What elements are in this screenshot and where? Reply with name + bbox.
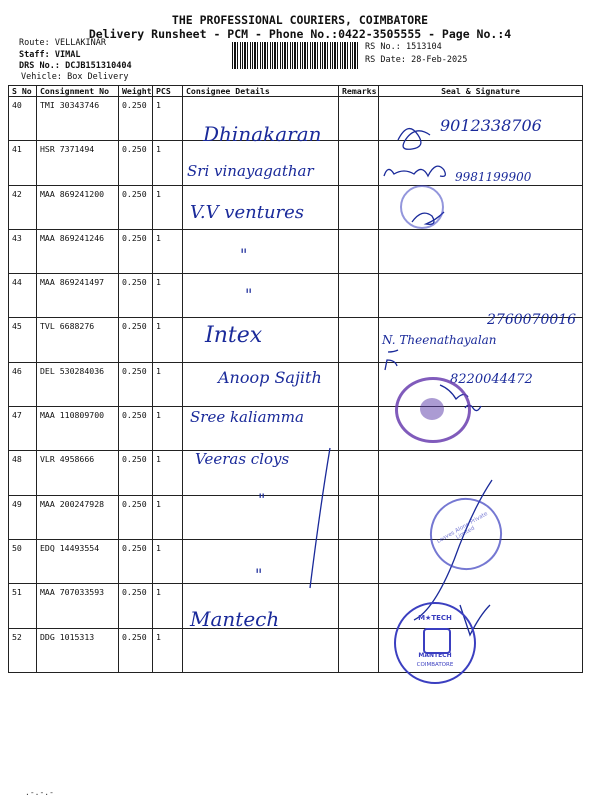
stamp-emblem-icon: [420, 398, 444, 420]
row-weight: 0.250: [119, 495, 153, 539]
row-consignment-no: MAA 707033593: [37, 584, 119, 628]
row-sno: 51: [9, 584, 37, 628]
row-consignment-no: DEL 530284036: [37, 362, 119, 406]
vehicle-value: Box Delivery: [67, 72, 129, 82]
row-sno: 49: [9, 495, 37, 539]
row-weight: 0.250: [119, 318, 153, 362]
tick-mark: [388, 350, 398, 352]
row-weight: 0.250: [119, 362, 153, 406]
leaves-alone-stamp-text: Leaves Alone Private Limited: [436, 510, 489, 545]
rs-date-value: 28-Feb-2025: [411, 55, 468, 65]
row-consignment-no: DDG 1015313: [37, 628, 119, 672]
mantech-stamp-top: M★TECH: [418, 614, 452, 622]
signature-phone-3: 2760070016: [487, 312, 577, 328]
mantech-stamp-bottom: COIMBATORE: [416, 662, 454, 668]
row-pcs: 1: [153, 274, 183, 318]
row-sno: 47: [9, 407, 37, 451]
signature-phone-2: 9981199900: [455, 170, 532, 184]
consignee-hw-46: Anoop Sajith: [218, 368, 322, 387]
row-weight: 0.250: [119, 185, 153, 229]
row-pcs: 1: [153, 628, 183, 672]
signature-phone-4: 8220044472: [450, 372, 533, 387]
row-consignment-no: EDQ 14493554: [37, 539, 119, 583]
mantech-stamp-mid: MANTECH: [418, 652, 452, 659]
rs-date-label: RS Date:: [365, 55, 406, 65]
row-pcs: 1: [153, 141, 183, 185]
consignee-hw-51: ": [255, 565, 263, 584]
signature-name-1: N. Theenathayalan: [382, 333, 497, 347]
row-sno: 41: [9, 141, 37, 185]
row-pcs: 1: [153, 451, 183, 495]
vehicle-label: Vehicle:: [21, 72, 62, 82]
mantech-logo-icon: [423, 628, 451, 654]
mantech-stamp: [394, 602, 476, 684]
consignee-hw-48: Veeras cloys: [195, 450, 290, 468]
row-weight: 0.250: [119, 584, 153, 628]
row-pcs: 1: [153, 539, 183, 583]
row-consignment-no: MAA 200247928: [37, 495, 119, 539]
row-pcs: 1: [153, 495, 183, 539]
row-sno: 48: [9, 451, 37, 495]
row-weight: 0.250: [119, 229, 153, 273]
row-weight: 0.250: [119, 407, 153, 451]
row-consignment-no: TMI 30343746: [37, 97, 119, 141]
row-sno: 43: [9, 229, 37, 273]
row-weight: 0.250: [119, 451, 153, 495]
signature-phone-1: 9012338706: [440, 116, 542, 135]
row-consignment-no: MAA 869241246: [37, 229, 119, 273]
row-sno: 42: [9, 185, 37, 229]
consignee-hw-42: V.V ventures: [190, 202, 305, 223]
row-pcs: 1: [153, 362, 183, 406]
col-pcs: PCS: [153, 86, 183, 97]
row-pcs: 1: [153, 229, 183, 273]
row-consignment-no: MAA 869241200: [37, 185, 119, 229]
staff-value: VIMAL: [54, 50, 81, 60]
consignee-hw-44: ": [245, 285, 253, 304]
row-sno: 40: [9, 97, 37, 141]
signature-41: [384, 166, 445, 176]
row-sno: 44: [9, 274, 37, 318]
col-weight: Weight: [119, 86, 153, 97]
row-pcs: 1: [153, 584, 183, 628]
row-pcs: 1: [153, 318, 183, 362]
purple-stamp-47: [395, 377, 471, 443]
consignee-hw-47: Sree kaliamma: [190, 408, 304, 426]
footer-mark: .-.-.-: [25, 788, 54, 797]
row-weight: 0.250: [119, 274, 153, 318]
runsheet-subtitle: Delivery Runsheet - PCM - Phone No.:0422-3505555 - Page No.:4: [88, 27, 512, 41]
row-sno: 50: [9, 539, 37, 583]
row-consignment-no: TVL 6688276: [37, 318, 119, 362]
row-consignment-no: MAA 869241497: [37, 274, 119, 318]
consignee-hw-49: ": [258, 490, 266, 509]
signature-40: [398, 129, 430, 150]
company-title: THE PROFESSIONAL COURIERS, COIMBATORE: [171, 13, 429, 27]
row-sno: 46: [9, 362, 37, 406]
consignee-hw-45: Intex: [205, 323, 263, 348]
rs-no-value: 1513104: [405, 42, 442, 52]
consignee-hw-41: Sri vinayagathar: [187, 162, 314, 180]
col-seal: Seal & Signature: [379, 86, 583, 97]
row-weight: 0.250: [119, 97, 153, 141]
col-consignment: Consignment No: [37, 86, 119, 97]
row-pcs: 1: [153, 185, 183, 229]
drs-value: DCJB151310404: [65, 61, 132, 71]
row-sno: 52: [9, 628, 37, 672]
rs-no-label: RS No.:: [365, 42, 401, 52]
row-weight: 0.250: [119, 628, 153, 672]
round-stamp-42: [400, 185, 444, 229]
route-value: VELLAKINAR: [54, 38, 107, 48]
consignee-hw-40: Dhinakaran: [203, 122, 322, 146]
drs-label: DRS No.:: [19, 61, 60, 71]
consignee-hw-52: Mantech: [190, 607, 280, 631]
signature-46-mark: [385, 360, 397, 370]
consignee-hw-43: ": [240, 245, 248, 264]
route-label: Route:: [19, 38, 50, 48]
row-weight: 0.250: [119, 141, 153, 185]
row-weight: 0.250: [119, 539, 153, 583]
row-pcs: 1: [153, 97, 183, 141]
col-consignee: Consignee Details: [183, 86, 339, 97]
row-consignment-no: VLR 4958666: [37, 451, 119, 495]
row-sno: 45: [9, 318, 37, 362]
row-consignment-no: MAA 110809700: [37, 407, 119, 451]
row-pcs: 1: [153, 407, 183, 451]
diagonal-stroke-2: [310, 448, 330, 588]
row-consignment-no: HSR 7371494: [37, 141, 119, 185]
staff-label: Staff:: [19, 50, 50, 60]
col-remarks: Remarks: [339, 86, 379, 97]
col-sno: S No: [9, 86, 37, 97]
